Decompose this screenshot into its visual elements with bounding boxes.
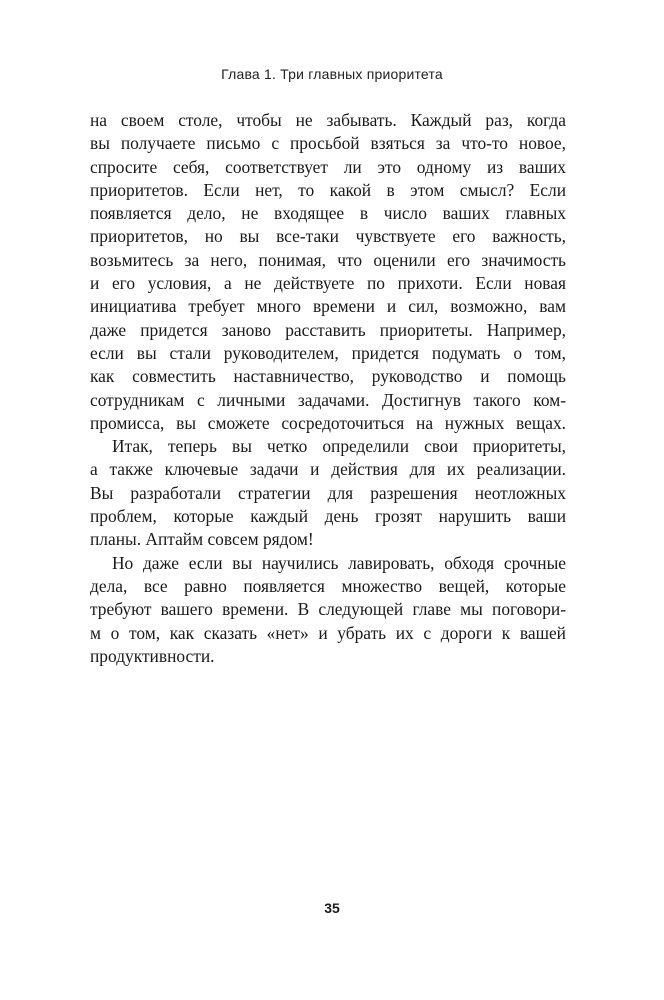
text-line: и его условия, а не действуете по прихоти. Если новая <box>90 273 566 294</box>
text-line: если вы стали руководителем, придется подумать о том, <box>90 342 566 363</box>
running-header: Глава 1. Три главных приоритета <box>221 66 443 82</box>
paragraph-2 <box>90 435 566 551</box>
text-line: дела, все равно появляется множество вещей, которые <box>90 575 566 596</box>
text-line: на своем столе, чтобы не забывать. Каждый раз, когда <box>90 110 566 130</box>
text-line: возьмитесь за него, понимая, что оценили его значимость <box>90 249 566 270</box>
paragraph-1 <box>90 109 566 435</box>
text-line: продуктивности. <box>90 645 215 666</box>
text-line: Вы разработали стратегии для разрешения неотложных <box>90 482 566 503</box>
text-line: а также ключевые задачи и действия для их реализации. <box>90 459 566 480</box>
text-line: даже придется заново расставить приоритеты. Например, <box>90 319 566 340</box>
text-line: требуют вашего времени. В следующей главе мы поговори- <box>90 599 566 620</box>
body-text <box>90 109 566 668</box>
paragraph-3 <box>90 552 566 668</box>
page-number: 35 <box>324 900 340 916</box>
text-line: Но даже если вы научились лавировать, обходя срочные <box>112 552 566 573</box>
text-line: проблем, которые каждый день грозят нарушить ваши <box>90 506 566 527</box>
text-line: приоритетов, но вы все-таки чувствуете его важность, <box>90 226 566 247</box>
text-line: сотрудникам с личными задачами. Достигнув такого ком- <box>90 389 566 410</box>
text-line: приоритетов. Если нет, то какой в этом смысл? Если <box>90 179 566 200</box>
text-line: Итак, теперь вы четко определили свои приоритеты, <box>112 436 566 457</box>
text-line: м о том, как сказать «нет» и убрать их с дороги к вашей <box>90 622 566 643</box>
text-line: планы. Аптайм совсем рядом! <box>90 529 314 550</box>
text-line: промисса, вы сможете сосредоточиться на нужных вещах. <box>90 412 566 433</box>
text-line: как совместить наставничество, руководство и помощь <box>90 366 566 387</box>
text-line: появляется дело, не входящее в число ваших главных <box>90 203 566 224</box>
text-line: спросите себя, соответствует ли это одному из ваших <box>90 156 566 177</box>
text-line: вы получаете письмо с просьбой взяться за что-то новое, <box>90 133 566 154</box>
text-line: инициатива требует много времени и сил, возможно, вам <box>90 296 566 317</box>
